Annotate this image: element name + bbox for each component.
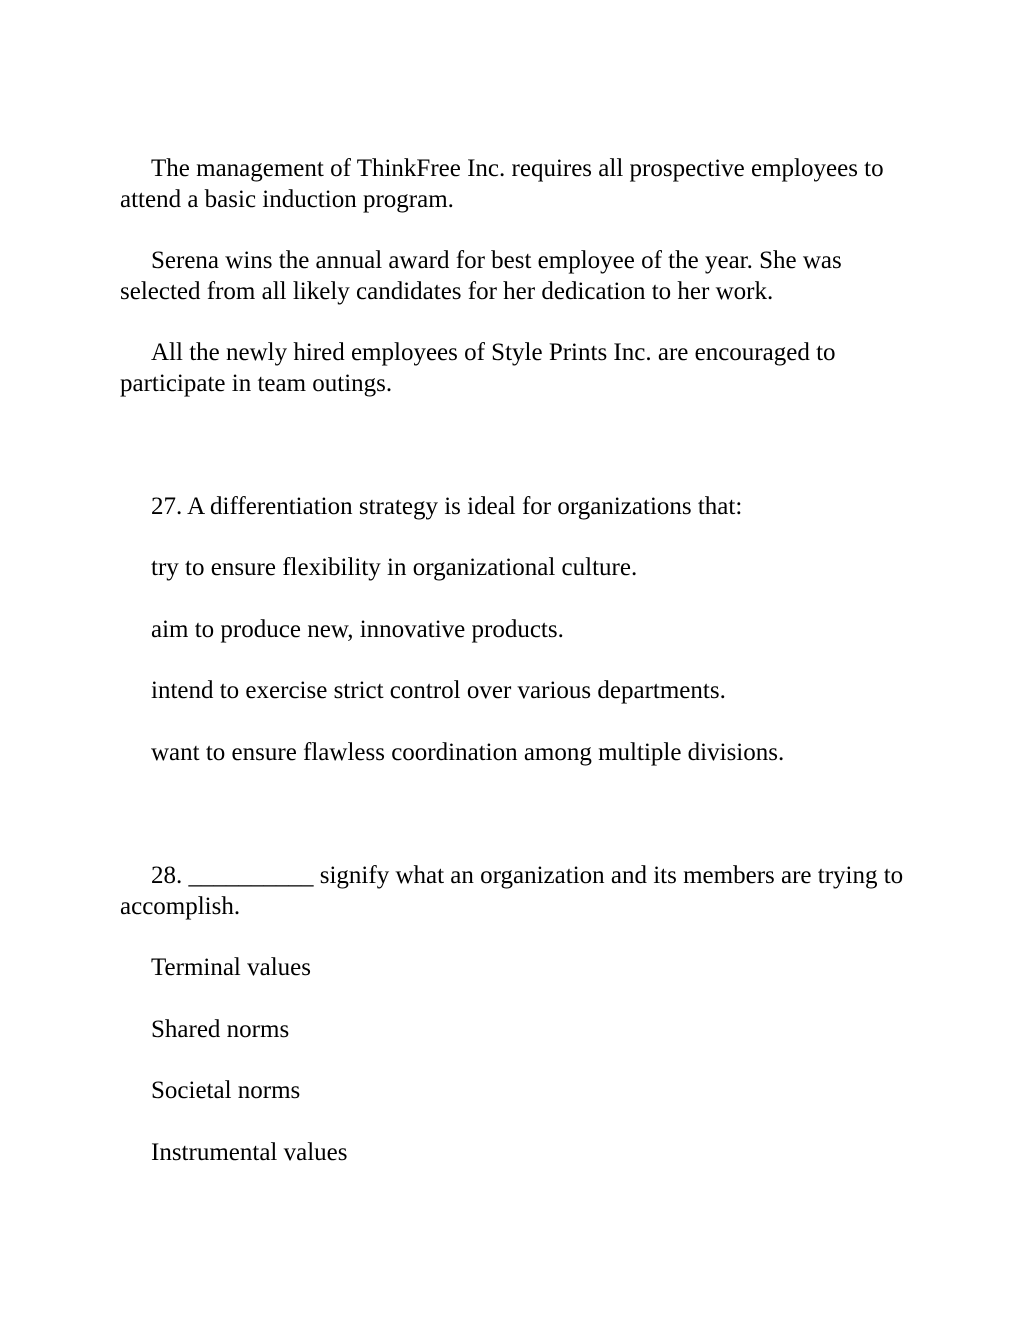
question-28-option: Shared norms: [151, 1016, 290, 1043]
question-28-prompt: 28. __________ signify what an organization and its members are trying to accomplish.: [120, 862, 904, 920]
question-28-option: Societal norms: [151, 1077, 301, 1104]
answer-option: The management of ThinkFree Inc. requires all prospective employees to attend a basic induction program.: [120, 155, 884, 213]
question-28-option: Terminal values: [151, 954, 311, 981]
answer-option: All the newly hired employees of Style Prints Inc. are encouraged to participate in team outings.: [120, 339, 836, 397]
answer-option: Serena wins the annual award for best employee of the year. She was selected from all likely candidates for her dedication to her work.: [120, 247, 842, 305]
question-27-prompt: 27. A differentiation strategy is ideal for organizations that:: [151, 493, 743, 520]
question-28-option: Instrumental values: [151, 1139, 348, 1166]
question-27-option: want to ensure flawless coordination among multiple divisions.: [151, 739, 785, 766]
question-27-option: aim to produce new, innovative products.: [151, 616, 564, 643]
question-27-option: try to ensure flexibility in organizational culture.: [151, 554, 638, 581]
question-27-option: intend to exercise strict control over various departments.: [151, 677, 726, 704]
